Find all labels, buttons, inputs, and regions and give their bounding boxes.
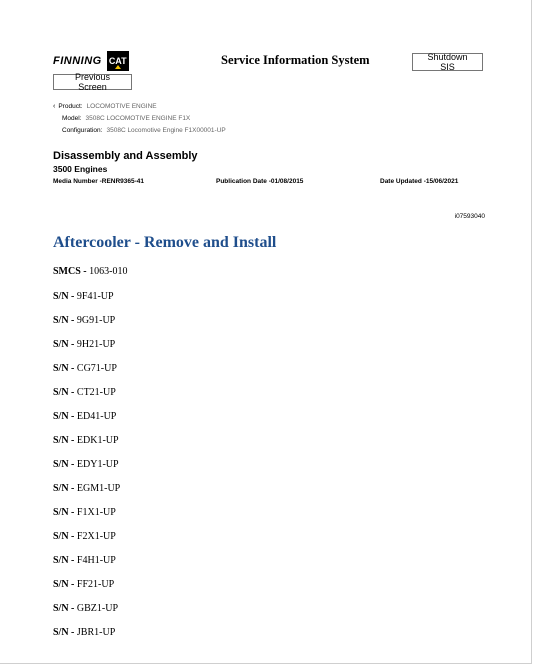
sn-label: S/N - xyxy=(53,315,75,326)
serial-value: CG71-UP xyxy=(76,363,117,374)
serial-value: FF21-UP xyxy=(76,579,115,590)
logo-wordmark: FINNING xyxy=(53,55,102,67)
page-title: Aftercooler - Remove and Install xyxy=(53,234,277,251)
serial-value: F2X1-UP xyxy=(76,531,116,542)
serial-row xyxy=(53,579,114,590)
sn-label: S/N - xyxy=(53,387,75,398)
serial-row xyxy=(53,411,116,422)
document-id: i07593040 xyxy=(454,213,485,220)
serial-row xyxy=(53,459,119,470)
sn-label: S/N - xyxy=(53,291,75,302)
serial-row xyxy=(53,315,115,326)
product-line xyxy=(53,103,157,110)
back-chevron-icon[interactable]: ‹ xyxy=(53,103,56,110)
section-title: Disassembly and Assembly xyxy=(53,150,198,162)
serial-value: 9F41-UP xyxy=(76,291,114,302)
serial-value: 9G91-UP xyxy=(76,315,116,326)
serial-row xyxy=(53,339,115,350)
app-title: Service Information System xyxy=(221,53,370,67)
date-updated: Date Updated -15/06/2021 xyxy=(380,178,459,185)
sn-label: S/N - xyxy=(53,507,75,518)
serial-value: ED41-UP xyxy=(76,411,117,422)
serial-value: CT21-UP xyxy=(76,387,116,398)
sn-label: S/N - xyxy=(53,483,75,494)
sn-label: S/N - xyxy=(53,411,75,422)
sn-label: S/N - xyxy=(53,363,75,374)
finning-cat-logo xyxy=(53,50,138,72)
sn-label: S/N - xyxy=(53,555,75,566)
smcs-line xyxy=(53,266,127,277)
serial-row xyxy=(53,483,120,494)
model-value: 3508C LOCOMOTIVE ENGINE F1X xyxy=(85,115,191,122)
media-number: Media Number -RENR9365-41 xyxy=(53,178,145,185)
serial-value: EGM1-UP xyxy=(76,483,121,494)
configuration-line xyxy=(62,127,226,134)
serial-row xyxy=(53,603,118,614)
sn-label: S/N - xyxy=(53,627,75,638)
product-label: Product: xyxy=(58,103,83,110)
smcs-value: 1063-010 xyxy=(89,266,128,277)
sn-label: S/N - xyxy=(53,531,75,542)
publication-date: Publication Date -01/08/2015 xyxy=(216,178,304,185)
engines-subtitle: 3500 Engines xyxy=(53,164,108,174)
serial-row xyxy=(53,507,116,518)
serial-row xyxy=(53,531,116,542)
sn-label: S/N - xyxy=(53,459,75,470)
sn-label: S/N - xyxy=(53,603,75,614)
cat-logo-icon: CAT xyxy=(107,51,129,71)
serial-value: GBZ1-UP xyxy=(76,603,119,614)
serial-row xyxy=(53,627,115,638)
configuration-label: Configuration: xyxy=(62,127,103,134)
serial-value: EDK1-UP xyxy=(76,435,119,446)
serial-value: EDY1-UP xyxy=(76,459,119,470)
serial-row xyxy=(53,435,119,446)
serial-value: JBR1-UP xyxy=(76,627,116,638)
serial-row xyxy=(53,387,116,398)
configuration-value: 3508C Locomotive Engine F1X00001-UP xyxy=(106,127,226,134)
model-label: Model: xyxy=(62,115,82,122)
smcs-label: SMCS - xyxy=(53,266,87,277)
sn-label: S/N - xyxy=(53,435,75,446)
serial-row xyxy=(53,363,117,374)
serial-value: F1X1-UP xyxy=(76,507,116,518)
model-line xyxy=(62,115,190,122)
sn-label: S/N - xyxy=(53,579,75,590)
sn-label: S/N - xyxy=(53,339,75,350)
serial-value: 9H21-UP xyxy=(76,339,116,350)
product-value: LOCOMOTIVE ENGINE xyxy=(86,103,157,110)
previous-screen-button[interactable]: Previous Screen xyxy=(53,74,132,90)
serial-row xyxy=(53,555,116,566)
shutdown-sis-button[interactable]: Shutdown SIS xyxy=(412,53,483,71)
serial-row xyxy=(53,291,114,302)
serial-value: F4H1-UP xyxy=(76,555,116,566)
